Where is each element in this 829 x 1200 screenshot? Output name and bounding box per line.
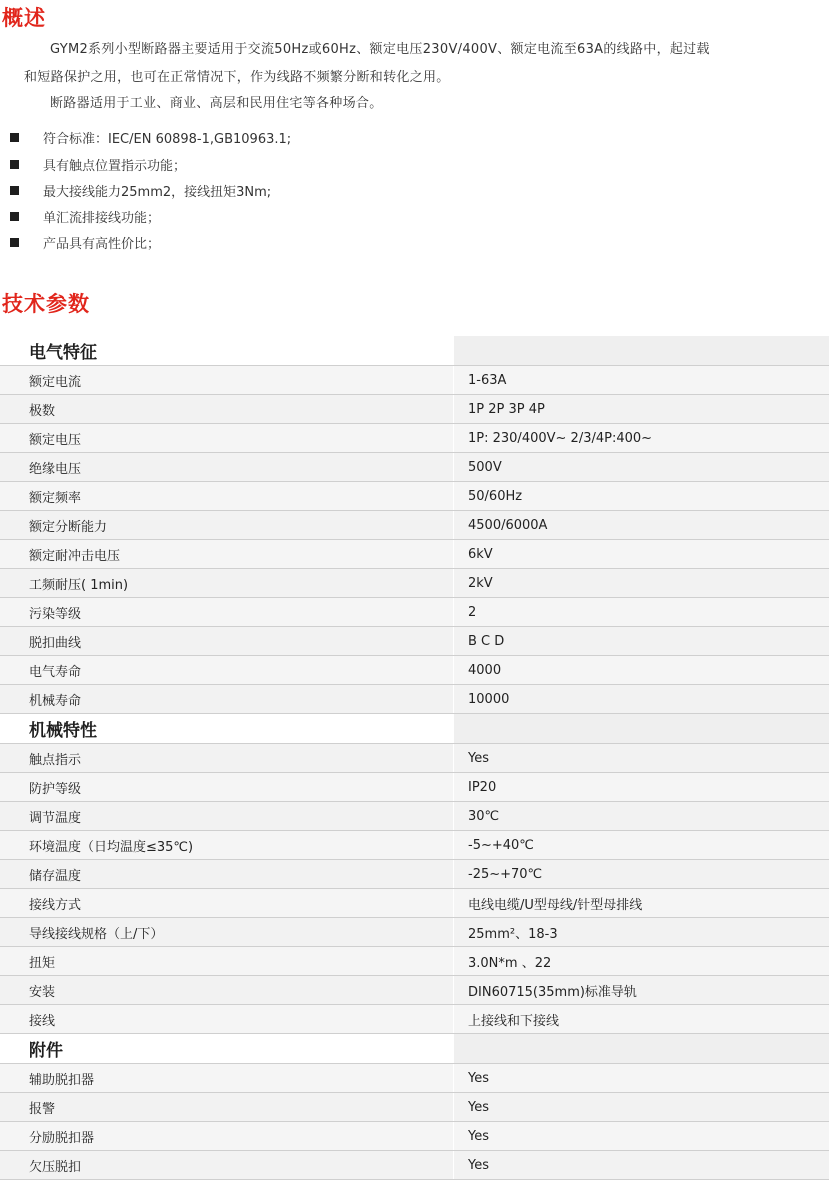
param-name: 额定分断能力 [0,511,454,539]
param-name: 扭矩 [0,947,454,975]
table-row [0,656,829,685]
table-row [0,1093,829,1122]
param-name: 储存温度 [0,860,454,888]
intro-paragraph-line1: GYM2系列小型断路器主要适用于交流50Hz或60Hz、额定电压230V/400V、额定电流至63A的线路中，起过载 [50,42,710,57]
intro-paragraph-2: 断路器适用于工业、商业、高层和民用住宅等各种场合。 [50,96,383,111]
param-value: 上接线和下接线 [454,1005,829,1033]
table-row [0,453,829,482]
spec-section-header [0,1034,829,1064]
feature-item [10,128,291,147]
param-name: 额定耐冲击电压 [0,540,454,568]
param-value: 1-63A [454,366,829,394]
table-row [0,482,829,511]
param-value: 50/60Hz [454,482,829,510]
table-row [0,918,829,947]
table-row [0,1064,829,1093]
feature-item [10,207,160,226]
table-row [0,802,829,831]
table-row [0,947,829,976]
param-value: IP20 [454,773,829,801]
table-row [0,860,829,889]
param-value: Yes [454,1151,829,1179]
param-name: 安装 [0,976,454,1004]
param-name: 脱扣曲线 [0,627,454,655]
feature-item [10,181,271,200]
param-value: 6kV [454,540,829,568]
param-value: 1P: 230/400V~ 2/3/4P:400~ [454,424,829,452]
feature-text: 产品具有高性价比； [43,237,161,252]
param-value: 4500/6000A [454,511,829,539]
feature-item [10,233,160,252]
param-name: 额定电压 [0,424,454,452]
param-name: 污染等级 [0,598,454,626]
feature-text: 具有触点位置指示功能； [43,159,187,174]
table-row [0,569,829,598]
table-row [0,627,829,656]
param-value: 25mm²、18-3 [454,918,829,946]
param-value: 4000 [454,656,829,684]
param-value: Yes [454,1093,829,1121]
square-bullet-icon [10,186,19,195]
table-row [0,395,829,424]
param-name: 接线 [0,1005,454,1033]
param-value: 2 [454,598,829,626]
param-value: 3.0N*m 、22 [454,947,829,975]
spec-section-header [0,714,829,744]
param-name: 绝缘电压 [0,453,454,481]
param-value: Yes [454,1122,829,1150]
table-row [0,773,829,802]
param-name: 触点指示 [0,744,454,772]
square-bullet-icon [10,212,19,221]
param-name: 调节温度 [0,802,454,830]
spec-section-header [0,336,829,366]
param-name: 环境温度（日均温度≤35℃) [0,831,454,859]
feature-text: 符合标准：IEC/EN 60898-1,GB10963.1; [43,132,292,147]
section-title: 机械特性 [0,714,454,743]
overview-title: 概述 [2,6,46,30]
feature-text: 单汇流排接线功能； [43,211,161,226]
param-name: 辅助脱扣器 [0,1064,454,1092]
square-bullet-icon [10,160,19,169]
square-bullet-icon [10,133,19,142]
section-blank-cell [454,714,829,743]
param-value: Yes [454,1064,829,1092]
feature-item [10,155,186,174]
table-row [0,685,829,714]
param-name: 导线接线规格（上/下） [0,918,454,946]
param-value: DIN60715(35mm)标准导轨 [454,976,829,1004]
param-name: 额定频率 [0,482,454,510]
table-row [0,424,829,453]
square-bullet-icon [10,238,19,247]
param-name: 分励脱扣器 [0,1122,454,1150]
table-row [0,889,829,918]
table-row [0,366,829,395]
table-row [0,1151,829,1180]
param-name: 机械寿命 [0,685,454,713]
table-row [0,1005,829,1034]
table-row [0,831,829,860]
spec-table [0,336,829,1180]
section-title: 电气特征 [0,336,454,365]
param-value: 500V [454,453,829,481]
param-name: 额定电流 [0,366,454,394]
param-value: 30℃ [454,802,829,830]
param-name: 工频耐压( 1min) [0,569,454,597]
param-name: 电气寿命 [0,656,454,684]
param-value: Yes [454,744,829,772]
feature-text: 最大接线能力25mm2，接线扭矩3Nm; [43,185,272,200]
table-row [0,976,829,1005]
section-blank-cell [454,1034,829,1063]
intro-paragraph-line2: 和短路保护之用，也可在正常情况下，作为线路不频繁分断和转化之用。 [24,70,450,85]
param-value: 电线电缆/U型母线/针型母排线 [454,889,829,917]
table-row [0,744,829,773]
table-row [0,1122,829,1151]
table-row [0,598,829,627]
param-value: 2kV [454,569,829,597]
param-value: 1P 2P 3P 4P [454,395,829,423]
param-name: 极数 [0,395,454,423]
param-value: -25~+70℃ [454,860,829,888]
table-row [0,511,829,540]
param-name: 报警 [0,1093,454,1121]
param-name: 防护等级 [0,773,454,801]
section-blank-cell [454,336,829,365]
param-value: B C D [454,627,829,655]
table-row [0,540,829,569]
param-name: 欠压脱扣 [0,1151,454,1179]
param-value: -5~+40℃ [454,831,829,859]
param-name: 接线方式 [0,889,454,917]
tech-params-title: 技术参数 [2,292,90,316]
section-title: 附件 [0,1034,454,1063]
param-value: 10000 [454,685,829,713]
